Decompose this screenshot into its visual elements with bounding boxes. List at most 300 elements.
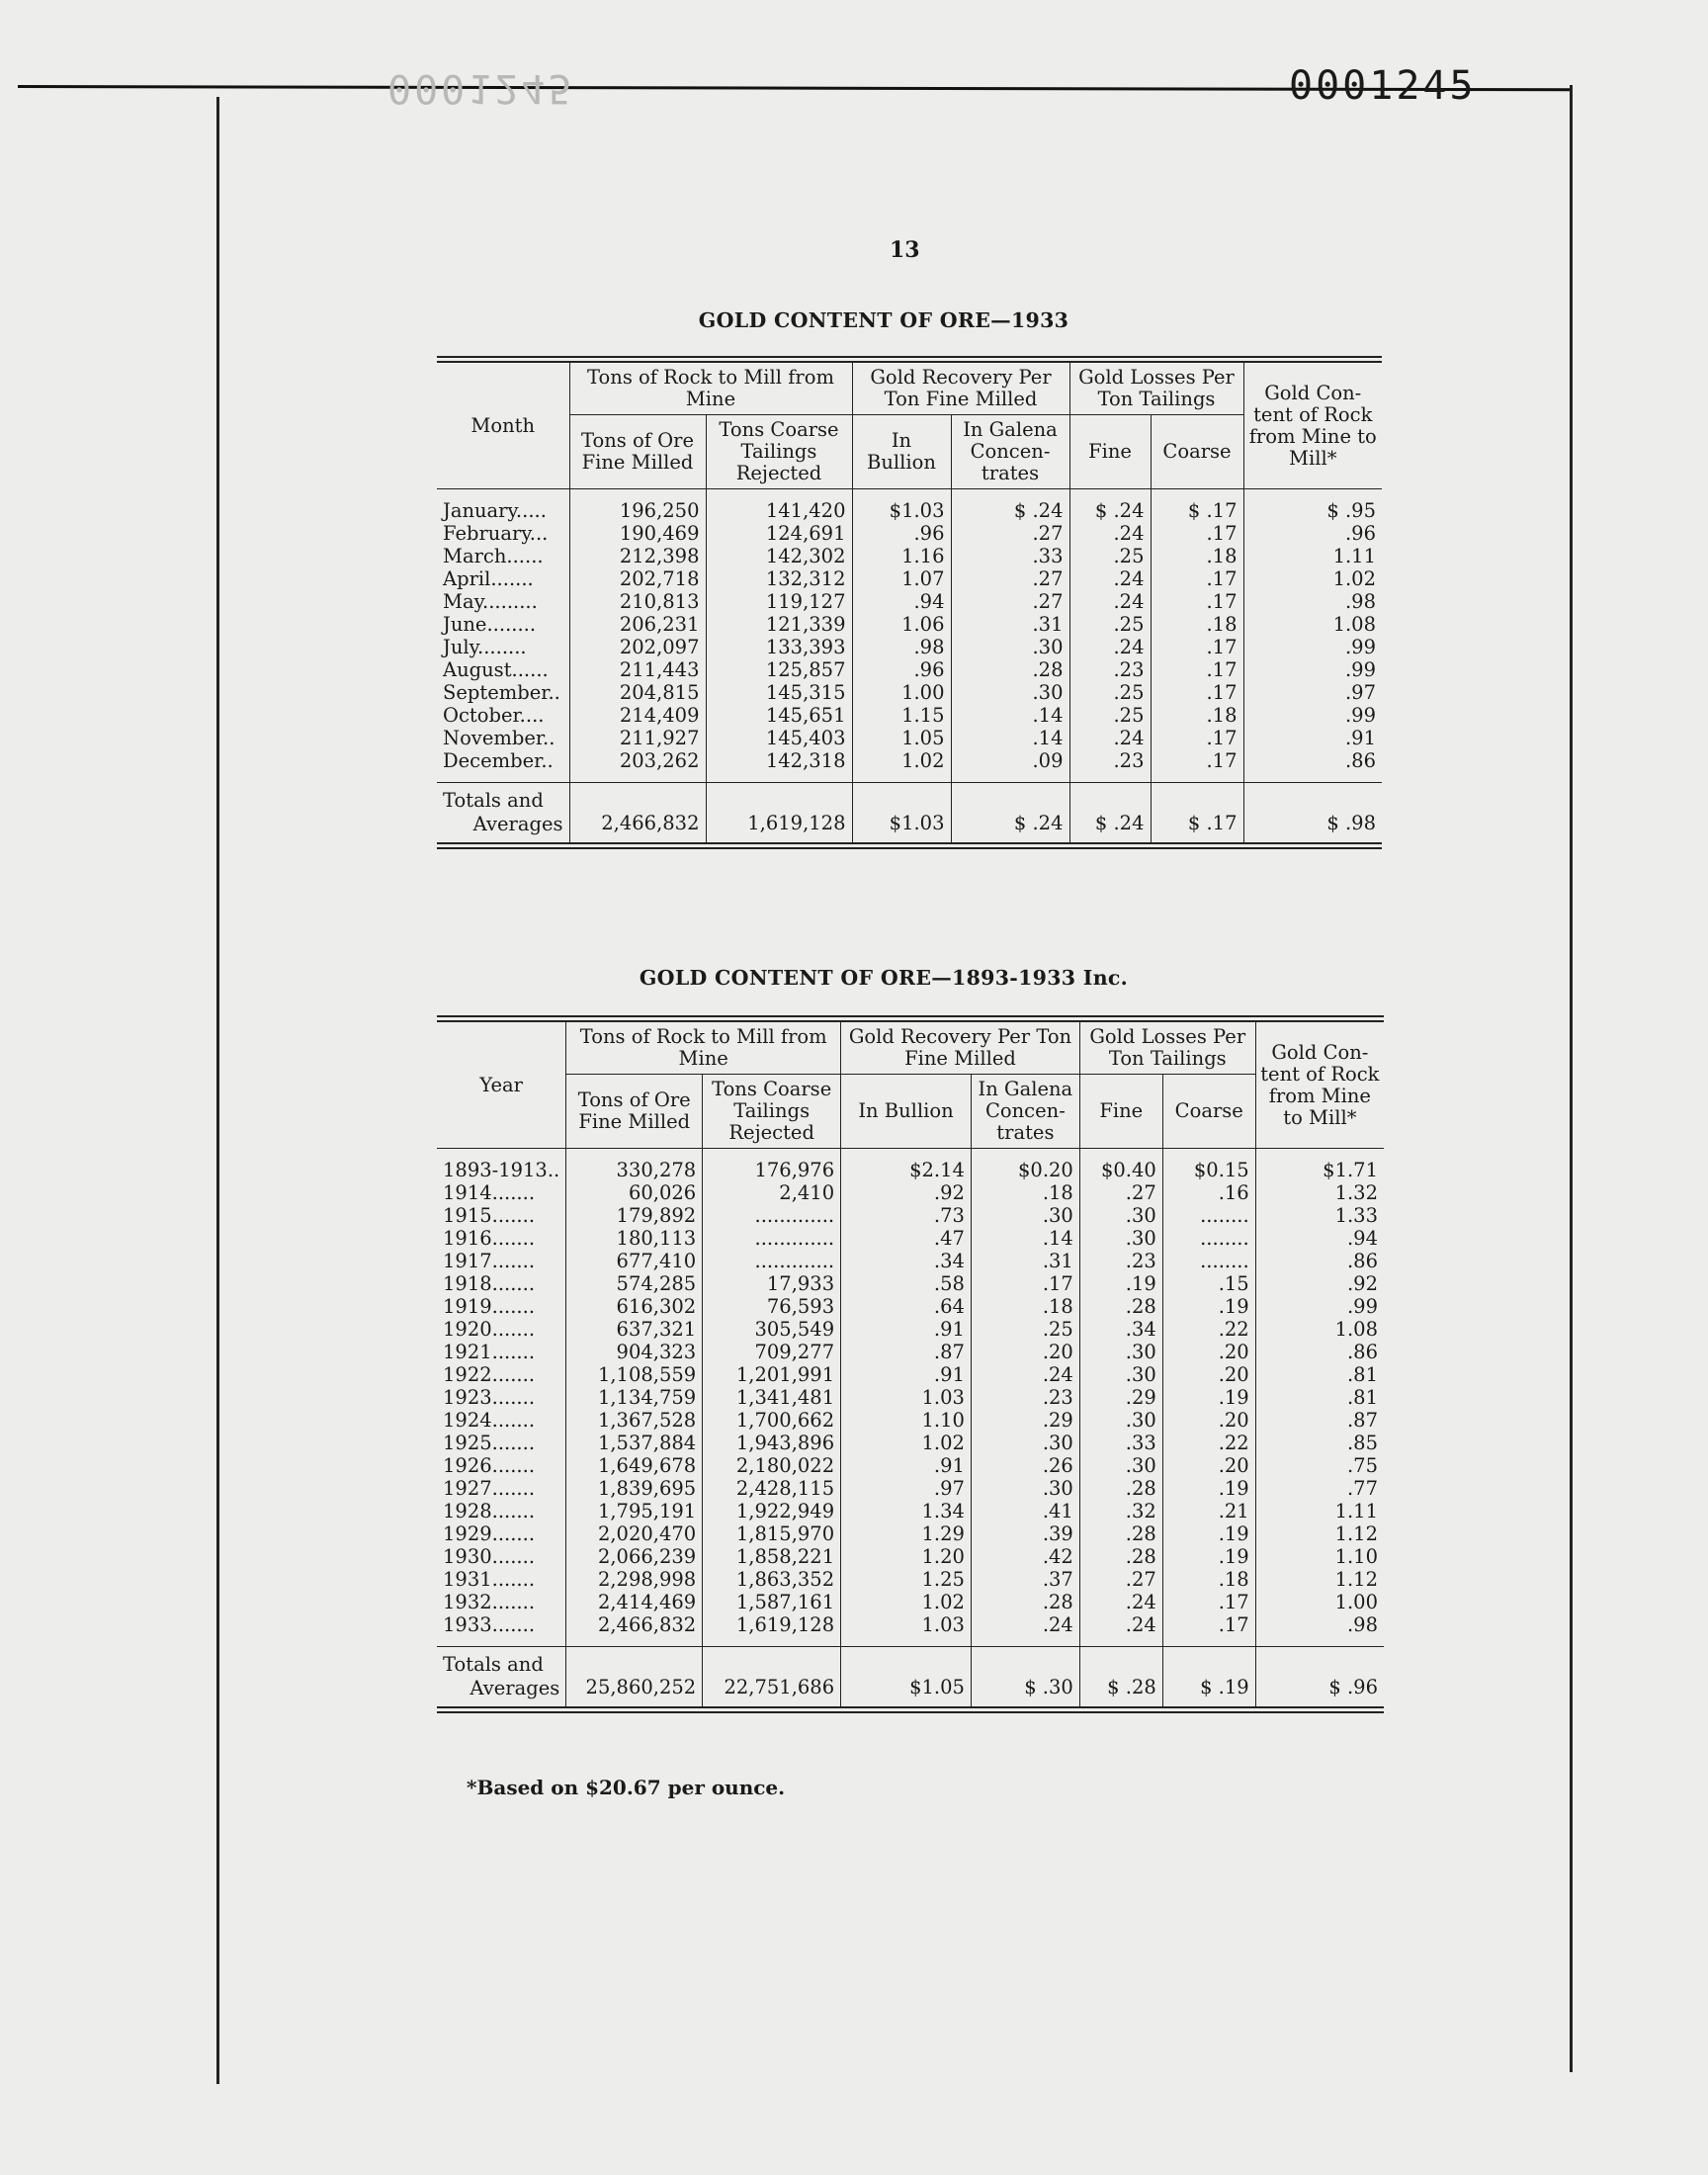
- table-cell: .97: [841, 1477, 972, 1500]
- table-cell: .24: [1069, 567, 1151, 590]
- table-cell: .30: [1079, 1363, 1162, 1386]
- table-cell: .17: [1162, 1613, 1255, 1636]
- table-cell: .91: [1243, 727, 1382, 749]
- table-cell: $2.14: [841, 1159, 972, 1181]
- table-cell: $0.40: [1079, 1159, 1162, 1181]
- table-cell: 904,323: [566, 1341, 703, 1363]
- table-cell: 2,414,469: [566, 1591, 703, 1613]
- table-row: [437, 522, 1382, 545]
- row-label: 1930.......: [443, 1545, 536, 1568]
- table-cell: 2,428,115: [703, 1477, 841, 1500]
- table-row: [437, 499, 1382, 522]
- table-cell: 1.06: [852, 613, 951, 636]
- header-galena: In Galena Concen- trates: [951, 415, 1069, 489]
- table-cell: .22: [1162, 1318, 1255, 1341]
- table-cell: .24: [1079, 1591, 1162, 1613]
- table-cell: .77: [1255, 1477, 1384, 1500]
- table-cell: 196,250: [569, 499, 706, 522]
- table-cell: .92: [1255, 1272, 1384, 1295]
- table-cell: .86: [1243, 749, 1382, 772]
- row-label: 1918.......: [443, 1272, 536, 1295]
- table-row: [437, 1295, 1384, 1318]
- table-cell: .28: [1079, 1295, 1162, 1318]
- header-coarse: Coarse: [1162, 1075, 1255, 1149]
- table-cell: .39: [971, 1522, 1079, 1545]
- table-cell: .17: [971, 1272, 1079, 1295]
- header-recovery-group: Gold Recovery Per Ton Fine Milled: [841, 1019, 1080, 1075]
- row-label: December..: [443, 749, 554, 772]
- table-cell: .91: [841, 1318, 972, 1341]
- table-cell: 1.29: [841, 1522, 972, 1545]
- table-cell: .............: [703, 1227, 841, 1250]
- table-cell: 141,420: [706, 499, 852, 522]
- row-label: 1915.......: [443, 1204, 536, 1227]
- table-row: [437, 1545, 1384, 1568]
- table-cell: 204,815: [569, 681, 706, 704]
- table-cell: .23: [1079, 1250, 1162, 1272]
- table-row: [437, 636, 1382, 658]
- document-stamp-number: 0001245: [1289, 63, 1477, 109]
- table-cell: 1.02: [1243, 567, 1382, 590]
- table-cell: .18: [971, 1181, 1079, 1204]
- table-cell: .14: [971, 1227, 1079, 1250]
- row-label: August......: [443, 658, 549, 681]
- totals-cell: $ .96: [1255, 1647, 1384, 1710]
- table-cell: 1.05: [852, 727, 951, 749]
- table-row: [437, 1454, 1384, 1477]
- table-cell: .21: [1162, 1500, 1255, 1522]
- table-cell: ........: [1162, 1250, 1255, 1272]
- table-cell: .28: [1079, 1522, 1162, 1545]
- table-cell: .20: [1162, 1341, 1255, 1363]
- table-row: [437, 1272, 1384, 1295]
- table-row: [437, 658, 1382, 681]
- table2-title: GOLD CONTENT OF ORE—1893-1933 Inc.: [639, 966, 1129, 990]
- table-cell: .17: [1151, 522, 1243, 545]
- totals-label-line2: Averages: [470, 1677, 560, 1699]
- table-cell: .64: [841, 1295, 972, 1318]
- header-fine: Fine: [1079, 1075, 1162, 1149]
- table-cell: .09: [951, 749, 1069, 772]
- table-cell: $ .17: [1151, 499, 1243, 522]
- totals-cell: $ .24: [951, 783, 1069, 846]
- table-cell: .30: [951, 636, 1069, 658]
- table-cell: .24: [1069, 727, 1151, 749]
- table-cell: .81: [1255, 1386, 1384, 1409]
- table-cell: .30: [971, 1204, 1079, 1227]
- table-cell: .17: [1162, 1591, 1255, 1613]
- table-row: [437, 1409, 1384, 1432]
- table-cell: 1,587,161: [703, 1591, 841, 1613]
- header-coarse-rejected: Tons Coarse Tailings Rejected: [706, 415, 852, 489]
- table-row: [437, 1363, 1384, 1386]
- table-cell: .27: [1079, 1181, 1162, 1204]
- table-cell: .30: [1079, 1409, 1162, 1432]
- totals-label: [437, 783, 569, 846]
- row-label: 1932.......: [443, 1591, 536, 1613]
- table-cell: 637,321: [566, 1318, 703, 1341]
- header-rock-group: Tons of Rock to Mill from Mine: [569, 360, 852, 415]
- row-label: 1933.......: [443, 1613, 536, 1636]
- table-cell: 1.08: [1255, 1318, 1384, 1341]
- table-row: [437, 613, 1382, 636]
- table-cell: 179,892: [566, 1204, 703, 1227]
- table-cell: .19: [1079, 1272, 1162, 1295]
- table-cell: .96: [852, 522, 951, 545]
- table-cell: 1.34: [841, 1500, 972, 1522]
- table-cell: 1.16: [852, 545, 951, 567]
- table-cell: 1,649,678: [566, 1454, 703, 1477]
- table1-gold-content-1933: [437, 356, 1382, 849]
- table-cell: .30: [971, 1477, 1079, 1500]
- table-cell: .30: [1079, 1204, 1162, 1227]
- row-label: 1925.......: [443, 1432, 536, 1454]
- table-cell: .34: [841, 1250, 972, 1272]
- table-cell: .34: [1079, 1318, 1162, 1341]
- row-label: 1929.......: [443, 1522, 536, 1545]
- table-cell: .87: [841, 1341, 972, 1363]
- row-label: February...: [443, 522, 549, 545]
- table-cell: 1,922,949: [703, 1500, 841, 1522]
- header-losses-group: Gold Losses Per Ton Tailings: [1079, 1019, 1255, 1075]
- right-border-line: [1570, 85, 1573, 2072]
- table-row: [437, 704, 1382, 727]
- table-cell: .16: [1162, 1181, 1255, 1204]
- table-cell: 210,813: [569, 590, 706, 613]
- table-cell: .18: [1151, 545, 1243, 567]
- table-cell: 176,976: [703, 1159, 841, 1181]
- table-cell: .17: [1151, 727, 1243, 749]
- table-cell: .32: [1079, 1500, 1162, 1522]
- table-cell: 1,537,884: [566, 1432, 703, 1454]
- table-cell: .99: [1255, 1295, 1384, 1318]
- table-cell: 124,691: [706, 522, 852, 545]
- table-cell: 125,857: [706, 658, 852, 681]
- table1-header: [437, 360, 1382, 489]
- table-cell: 1.03: [841, 1386, 972, 1409]
- totals-cell: $ .30: [971, 1647, 1079, 1710]
- table-cell: 1.15: [852, 704, 951, 727]
- row-label: 1926.......: [443, 1454, 536, 1477]
- table-cell: .22: [1162, 1432, 1255, 1454]
- table-cell: .28: [1079, 1477, 1162, 1500]
- table-cell: 211,443: [569, 658, 706, 681]
- table-cell: .47: [841, 1227, 972, 1250]
- table-row: [437, 1500, 1384, 1522]
- table-cell: 60,026: [566, 1181, 703, 1204]
- table-cell: .23: [1069, 749, 1151, 772]
- table-cell: .24: [1069, 636, 1151, 658]
- table-cell: 180,113: [566, 1227, 703, 1250]
- totals-cell: $ .19: [1162, 1647, 1255, 1710]
- table-cell: 202,097: [569, 636, 706, 658]
- table-cell: .............: [703, 1250, 841, 1272]
- table-cell: 1,815,970: [703, 1522, 841, 1545]
- header-label: Year: [437, 1019, 566, 1149]
- header-fine-milled: Tons of Ore Fine Milled: [566, 1075, 703, 1149]
- row-label: 1927.......: [443, 1477, 536, 1500]
- table-cell: .17: [1151, 590, 1243, 613]
- table-cell: 1,839,695: [566, 1477, 703, 1500]
- table-cell: .20: [971, 1341, 1079, 1363]
- header-fine: Fine: [1069, 415, 1151, 489]
- table-row: [437, 1477, 1384, 1500]
- table-cell: .31: [951, 613, 1069, 636]
- totals-cell: 22,751,686: [703, 1647, 841, 1710]
- table-cell: .41: [971, 1500, 1079, 1522]
- table-cell: .30: [971, 1432, 1079, 1454]
- table-cell: 145,651: [706, 704, 852, 727]
- row-label: 1919.......: [443, 1295, 536, 1318]
- table-cell: 142,302: [706, 545, 852, 567]
- table-row: [437, 1250, 1384, 1272]
- table-row: [437, 1204, 1384, 1227]
- table-cell: 17,933: [703, 1272, 841, 1295]
- table-cell: 2,466,832: [566, 1613, 703, 1636]
- table-cell: .30: [951, 681, 1069, 704]
- row-label: 1917.......: [443, 1250, 536, 1272]
- table-cell: .97: [1243, 681, 1382, 704]
- totals-label-line1: Totals and: [443, 1653, 544, 1676]
- table-cell: .37: [971, 1568, 1079, 1591]
- table-cell: .30: [1079, 1227, 1162, 1250]
- table-cell: 2,180,022: [703, 1454, 841, 1477]
- table-cell: .73: [841, 1204, 972, 1227]
- table-row: [437, 1341, 1384, 1363]
- table-cell: 1.00: [852, 681, 951, 704]
- footnote: *Based on $20.67 per ounce.: [467, 1776, 786, 1799]
- table-cell: .18: [1151, 613, 1243, 636]
- table-cell: 2,410: [703, 1181, 841, 1204]
- table-cell: 1,134,759: [566, 1386, 703, 1409]
- left-border-line: [216, 97, 219, 2084]
- table-cell: $ .24: [1069, 499, 1151, 522]
- table-cell: 2,020,470: [566, 1522, 703, 1545]
- row-label: 1931.......: [443, 1568, 536, 1591]
- table-row: [437, 1568, 1384, 1591]
- table-cell: .25: [971, 1318, 1079, 1341]
- table-cell: .85: [1255, 1432, 1384, 1454]
- table-cell: 1,943,896: [703, 1432, 841, 1454]
- table-row: [437, 1613, 1384, 1636]
- header-coarse: Coarse: [1151, 415, 1243, 489]
- table-cell: .19: [1162, 1386, 1255, 1409]
- table-cell: 119,127: [706, 590, 852, 613]
- table-cell: 574,285: [566, 1272, 703, 1295]
- header-coarse-rejected: Tons Coarse Tailings Rejected: [703, 1075, 841, 1149]
- table-cell: .27: [951, 567, 1069, 590]
- table-cell: 1.00: [1255, 1591, 1384, 1613]
- table-cell: 1.07: [852, 567, 951, 590]
- table-cell: .28: [951, 658, 1069, 681]
- table-cell: 1.08: [1243, 613, 1382, 636]
- row-label: March......: [443, 545, 544, 567]
- table-cell: .15: [1162, 1272, 1255, 1295]
- table-cell: .20: [1162, 1363, 1255, 1386]
- table-cell: .19: [1162, 1545, 1255, 1568]
- header-label: Month: [437, 360, 569, 489]
- table-row: [437, 1591, 1384, 1613]
- row-label: January.....: [443, 499, 547, 522]
- row-label: October....: [443, 704, 545, 727]
- table-cell: .30: [1079, 1341, 1162, 1363]
- table-cell: 1.12: [1255, 1568, 1384, 1591]
- table-cell: .19: [1162, 1477, 1255, 1500]
- table1-body: [437, 489, 1382, 846]
- table-cell: 145,315: [706, 681, 852, 704]
- table-cell: 212,398: [569, 545, 706, 567]
- table-cell: 1.11: [1243, 545, 1382, 567]
- table-cell: .24: [971, 1363, 1079, 1386]
- table-cell: 1,795,191: [566, 1500, 703, 1522]
- table-cell: 1.10: [1255, 1545, 1384, 1568]
- table-cell: 76,593: [703, 1295, 841, 1318]
- header-bullion: In Bullion: [852, 415, 951, 489]
- table-cell: 1,367,528: [566, 1409, 703, 1432]
- row-label: 1916.......: [443, 1227, 536, 1250]
- row-label: 1924.......: [443, 1409, 536, 1432]
- totals-cell: 1,619,128: [706, 783, 852, 846]
- header-galena: In Galena Concen- trates: [971, 1075, 1079, 1149]
- table-cell: .99: [1243, 636, 1382, 658]
- table-cell: .25: [1069, 704, 1151, 727]
- page-number: 13: [890, 237, 920, 263]
- table-cell: 1,619,128: [703, 1613, 841, 1636]
- table-cell: 121,339: [706, 613, 852, 636]
- totals-cell: $1.03: [852, 783, 951, 846]
- header-rock-group: Tons of Rock to Mill from Mine: [566, 1019, 841, 1075]
- totals-cell: $1.05: [841, 1647, 972, 1710]
- row-label: September..: [443, 681, 560, 704]
- totals-row: [437, 1647, 1384, 1710]
- table-cell: 330,278: [566, 1159, 703, 1181]
- totals-label-line2: Averages: [472, 813, 563, 835]
- table-cell: .17: [1151, 636, 1243, 658]
- table-cell: .86: [1255, 1250, 1384, 1272]
- table-cell: 211,927: [569, 727, 706, 749]
- table-cell: 1.10: [841, 1409, 972, 1432]
- stamp-show-through: 0001245: [387, 65, 575, 111]
- table-cell: 1.33: [1255, 1204, 1384, 1227]
- table-cell: 1,108,559: [566, 1363, 703, 1386]
- table2-header: [437, 1019, 1384, 1149]
- row-label: 1928.......: [443, 1500, 536, 1522]
- table-cell: 1,863,352: [703, 1568, 841, 1591]
- header-recovery-group: Gold Recovery Per Ton Fine Milled: [852, 360, 1069, 415]
- table-cell: .20: [1162, 1409, 1255, 1432]
- table-cell: .42: [971, 1545, 1079, 1568]
- table-cell: .29: [1079, 1386, 1162, 1409]
- row-label: November..: [443, 727, 555, 749]
- table-row: [437, 1318, 1384, 1341]
- table-row: [437, 749, 1382, 772]
- totals-cell: $ .28: [1079, 1647, 1162, 1710]
- table-cell: 2,298,998: [566, 1568, 703, 1591]
- totals-cell: $ .98: [1243, 783, 1382, 846]
- row-label: 1923.......: [443, 1386, 536, 1409]
- row-label: May.........: [443, 590, 538, 613]
- table-cell: .91: [841, 1363, 972, 1386]
- table-cell: .30: [1079, 1454, 1162, 1477]
- table2-body: [437, 1149, 1384, 1710]
- table-cell: 1.12: [1255, 1522, 1384, 1545]
- table-cell: .96: [1243, 522, 1382, 545]
- row-label: 1921.......: [443, 1341, 536, 1363]
- header-bullion: In Bullion: [841, 1075, 972, 1149]
- table-cell: .27: [951, 590, 1069, 613]
- table-cell: 203,262: [569, 749, 706, 772]
- table-cell: .............: [703, 1204, 841, 1227]
- totals-cell: $ .24: [1069, 783, 1151, 846]
- table-cell: .91: [841, 1454, 972, 1477]
- table-cell: .98: [852, 636, 951, 658]
- table-cell: 305,549: [703, 1318, 841, 1341]
- table-cell: 2,066,239: [566, 1545, 703, 1568]
- table-cell: .18: [971, 1295, 1079, 1318]
- totals-label: [437, 1647, 566, 1710]
- header-content: Gold Con- tent of Rock from Mine to Mill*: [1243, 360, 1382, 489]
- table-cell: 1.20: [841, 1545, 972, 1568]
- totals-cell: 25,860,252: [566, 1647, 703, 1710]
- table-cell: .86: [1255, 1341, 1384, 1363]
- table-cell: 145,403: [706, 727, 852, 749]
- table-cell: 1.25: [841, 1568, 972, 1591]
- totals-cell: 2,466,832: [569, 783, 706, 846]
- table-cell: 677,410: [566, 1250, 703, 1272]
- table-cell: .24: [971, 1613, 1079, 1636]
- table-cell: 206,231: [569, 613, 706, 636]
- row-label: July........: [443, 636, 527, 658]
- table-cell: 1,341,481: [703, 1386, 841, 1409]
- table-cell: 1.02: [852, 749, 951, 772]
- table-row: [437, 1522, 1384, 1545]
- table-cell: .24: [1079, 1613, 1162, 1636]
- table-cell: .20: [1162, 1454, 1255, 1477]
- table-cell: $ .95: [1243, 499, 1382, 522]
- table-cell: .14: [951, 727, 1069, 749]
- table-cell: .96: [852, 658, 951, 681]
- totals-label-line1: Totals and: [443, 789, 544, 812]
- table-cell: .19: [1162, 1295, 1255, 1318]
- table-cell: .24: [1069, 522, 1151, 545]
- table-cell: $1.71: [1255, 1159, 1384, 1181]
- table-cell: .25: [1069, 681, 1151, 704]
- table-cell: .19: [1162, 1522, 1255, 1545]
- table-cell: .18: [1162, 1568, 1255, 1591]
- table-cell: 1,201,991: [703, 1363, 841, 1386]
- table-cell: .17: [1151, 681, 1243, 704]
- table-cell: ........: [1162, 1227, 1255, 1250]
- table-cell: .18: [1151, 704, 1243, 727]
- table-cell: .33: [951, 545, 1069, 567]
- table-row: [437, 545, 1382, 567]
- table-cell: $1.03: [852, 499, 951, 522]
- table-cell: .98: [1243, 590, 1382, 613]
- table-cell: .98: [1255, 1613, 1384, 1636]
- table-cell: 1.02: [841, 1591, 972, 1613]
- table-cell: .17: [1151, 749, 1243, 772]
- table-cell: .25: [1069, 613, 1151, 636]
- table-cell: .25: [1069, 545, 1151, 567]
- table-cell: 142,318: [706, 749, 852, 772]
- table-cell: .23: [971, 1386, 1079, 1409]
- table-cell: 133,393: [706, 636, 852, 658]
- row-label: 1922.......: [443, 1363, 536, 1386]
- row-label: April.......: [443, 567, 534, 590]
- table-row: [437, 590, 1382, 613]
- table-cell: 1.32: [1255, 1181, 1384, 1204]
- table-cell: 1,858,221: [703, 1545, 841, 1568]
